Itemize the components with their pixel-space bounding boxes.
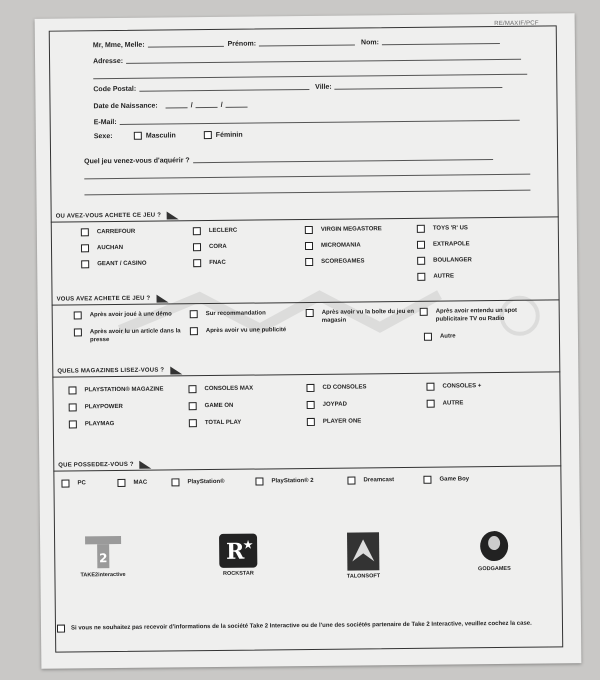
name-field[interactable] <box>382 43 500 45</box>
option-label: Autre <box>439 333 456 340</box>
checkbox[interactable] <box>193 227 201 235</box>
postal-label: Code Postal: <box>93 85 137 94</box>
checkbox[interactable] <box>81 228 89 236</box>
option-label: Après avoir entendu un spot publicitaire TV ou Radio <box>435 307 518 323</box>
option-recommandation[interactable] <box>190 309 302 318</box>
option-label: PLAYER ONE <box>322 418 362 425</box>
checkbox[interactable] <box>305 258 313 266</box>
checkbox[interactable] <box>417 257 425 265</box>
option-consoles-plus[interactable] <box>426 382 481 391</box>
checkbox[interactable] <box>193 243 201 251</box>
option-cd-consoles[interactable] <box>306 383 366 392</box>
option-label: Après avoir joué à une démo <box>89 311 172 319</box>
rockstar-label: ROCKSTAR <box>223 570 254 577</box>
option-label: AUCHAN <box>96 244 124 252</box>
option-scoregames[interactable] <box>305 257 364 266</box>
eagle-icon <box>346 531 380 571</box>
option-total-play[interactable] <box>189 419 242 428</box>
checkbox[interactable] <box>426 383 434 391</box>
option-label: Après avoir vu la boîte du jeu en magasin <box>321 308 415 324</box>
godgames-logo <box>476 530 512 572</box>
option-autre-reason[interactable] <box>424 332 456 340</box>
option-label: PC <box>77 480 86 487</box>
talonsoft-logo <box>346 531 381 579</box>
checkbox[interactable] <box>306 384 314 392</box>
checkbox[interactable] <box>190 327 198 335</box>
checkbox[interactable] <box>417 273 425 281</box>
svg-text:R: R <box>225 538 245 565</box>
civility-label: Mr, Mme, Melle: <box>92 41 145 50</box>
option-label: JOYPAD <box>322 401 347 408</box>
registration-card <box>35 13 582 669</box>
option-geant-casino[interactable] <box>81 260 146 269</box>
option-playpower[interactable] <box>69 403 123 412</box>
option-label: FNAC <box>209 259 226 267</box>
checkbox[interactable] <box>427 400 435 408</box>
sex-row <box>94 131 243 141</box>
civility-field[interactable] <box>148 46 224 48</box>
option-article[interactable] <box>74 327 186 344</box>
option-consoles-max[interactable] <box>188 385 253 394</box>
firstname-field[interactable] <box>259 44 355 46</box>
checkbox[interactable] <box>171 478 179 486</box>
svg-text:2: 2 <box>98 551 108 566</box>
option-autre-magazine[interactable] <box>427 399 464 407</box>
sex-male-checkbox[interactable] <box>134 132 142 140</box>
option-pc[interactable] <box>61 479 85 487</box>
email-label: E-Mail: <box>93 118 117 127</box>
option-label: Sur recommandation <box>205 310 266 318</box>
option-playstation-2[interactable] <box>255 477 313 486</box>
optout-checkbox[interactable] <box>57 625 65 633</box>
option-label: TOTAL PLAY <box>204 419 242 427</box>
option-game-boy[interactable] <box>423 475 469 483</box>
sex-female-label: Féminin <box>215 131 243 139</box>
birth-sep: / <box>220 101 223 109</box>
rockstar-icon <box>218 533 258 569</box>
option-micromania[interactable] <box>305 241 361 250</box>
checkbox[interactable] <box>307 418 315 426</box>
checkbox[interactable] <box>307 401 315 409</box>
option-label: VIRGIN MEGASTORE <box>320 226 382 233</box>
option-label: CORA <box>208 243 227 251</box>
checkbox[interactable] <box>81 244 89 252</box>
option-label: TOYS 'R' US <box>432 225 468 232</box>
option-label: MAC <box>133 479 148 486</box>
firstname-label: Prénom: <box>227 40 257 48</box>
option-virgin[interactable] <box>305 225 382 234</box>
checkbox[interactable] <box>61 480 69 488</box>
option-dreamcast[interactable] <box>347 476 394 484</box>
option-auchan[interactable] <box>81 244 123 252</box>
checkbox[interactable] <box>417 225 425 233</box>
option-player-one[interactable] <box>307 417 362 426</box>
option-game-on[interactable] <box>189 402 234 410</box>
option-ps-magazine[interactable] <box>68 386 163 395</box>
checkbox[interactable] <box>69 403 77 411</box>
option-label: PLAYMAG <box>84 421 115 428</box>
section-why-bought-title: VOUS AVEZ ACHETE CE JEU ? <box>56 295 151 303</box>
city-label: Ville: <box>315 83 332 91</box>
checkbox[interactable] <box>81 260 89 268</box>
rockstar-logo <box>218 533 258 577</box>
option-cora[interactable] <box>193 243 227 251</box>
option-label: Après avoir lu un article dans la presse <box>89 328 181 344</box>
checkbox[interactable] <box>189 402 197 410</box>
option-label: MICROMANIA <box>320 242 361 249</box>
checkbox[interactable] <box>117 479 125 487</box>
option-label: PLAYPOWER <box>84 403 123 411</box>
name-label: Nom: <box>360 39 379 47</box>
game-question: Quel jeu venez-vous d'aquérir ? <box>84 157 190 166</box>
option-boite[interactable] <box>306 308 416 325</box>
option-label: AUTRE <box>442 400 464 407</box>
option-label: CD CONSOLES <box>322 384 367 391</box>
option-fnac[interactable] <box>193 259 226 267</box>
checkbox[interactable] <box>255 477 263 485</box>
birth-month-field[interactable] <box>196 107 218 108</box>
godgames-label: GODGAMES <box>478 565 511 573</box>
option-label: CONSOLES + <box>442 383 482 390</box>
option-toysrus[interactable] <box>417 224 468 233</box>
checkbox[interactable] <box>74 328 82 336</box>
option-extrapole[interactable] <box>417 240 470 249</box>
section-owned-title: QUE POSSEDEZ-VOUS ? <box>58 461 134 469</box>
section-where-bought-title: OU AVEZ-VOUS ACHETE CE JEU ? <box>55 212 162 220</box>
option-label: BOULANGER <box>433 257 472 264</box>
option-label: Après avoir vu une publicité <box>205 327 287 335</box>
checkbox[interactable] <box>189 419 197 427</box>
checkbox[interactable] <box>347 477 355 485</box>
take2-icon <box>83 534 123 570</box>
option-playstation[interactable] <box>171 478 224 487</box>
godgames-icon <box>476 530 512 564</box>
option-label: PLAYSTATION® MAGAZINE <box>84 386 164 394</box>
form-code: RE/MAXIF/PCF <box>494 20 539 28</box>
address-label: Adresse: <box>93 57 124 66</box>
talonsoft-label: TALONSOFT <box>346 573 381 580</box>
option-label: EXTRAPOLE <box>432 241 470 248</box>
sex-female-checkbox[interactable] <box>204 131 212 139</box>
option-demo[interactable] <box>74 310 186 319</box>
option-carrefour[interactable] <box>81 228 135 237</box>
checkbox[interactable] <box>190 310 198 318</box>
option-label: SCOREGAMES <box>321 258 365 265</box>
sex-male-label: Masculin <box>145 131 176 140</box>
birth-day-field[interactable] <box>166 107 188 108</box>
option-label: CONSOLES MAX <box>204 385 254 393</box>
option-mac[interactable] <box>117 479 147 487</box>
birth-sep: / <box>190 102 193 110</box>
checkbox[interactable] <box>188 385 196 393</box>
option-publicite[interactable] <box>190 326 306 335</box>
option-label: LECLERC <box>208 227 238 235</box>
birth-year-field[interactable] <box>226 107 248 108</box>
option-playmag[interactable] <box>69 420 115 428</box>
checkbox[interactable] <box>305 242 313 250</box>
option-label: PlayStation® 2 <box>271 477 314 485</box>
option-leclerc[interactable] <box>193 227 237 235</box>
checkbox[interactable] <box>68 386 76 394</box>
option-autre-shop[interactable] <box>417 272 454 280</box>
checkbox[interactable] <box>306 309 314 317</box>
checkbox[interactable] <box>417 241 425 249</box>
checkbox[interactable] <box>423 476 431 484</box>
checkbox[interactable] <box>305 226 313 234</box>
option-label: Dreamcast <box>363 477 395 484</box>
checkbox[interactable] <box>193 259 201 267</box>
sex-label: Sexe: <box>93 132 113 140</box>
option-label: GEANT / CASINO <box>97 260 147 268</box>
birth-label: Date de Naissance: <box>93 102 158 111</box>
option-joypad[interactable] <box>307 401 347 409</box>
checkbox[interactable] <box>69 420 77 428</box>
checkbox[interactable] <box>424 333 432 341</box>
option-label: PlayStation® <box>187 478 225 486</box>
take2-label: TAKE2interactive <box>80 571 126 579</box>
option-label: AUTRE <box>433 273 455 280</box>
option-label: GAME ON <box>204 402 234 410</box>
footer-text: Si vous ne souhaitez pas recevoir d'informations de la société Take 2 Interactive ou de l'une des sociétés partenaire de Take 2 Interactive, veuillez cochez la case. <box>70 620 532 632</box>
checkbox[interactable] <box>74 311 82 319</box>
take2-logo <box>80 534 126 578</box>
option-label: Game Boy <box>439 476 470 483</box>
option-boulanger[interactable] <box>417 256 472 265</box>
option-spot-pub[interactable] <box>420 307 536 324</box>
option-label: CARREFOUR <box>96 228 136 236</box>
svg-text:★: ★ <box>242 537 254 552</box>
section-magazines-title: QUELS MAGAZINES LISEZ-VOUS ? <box>57 367 165 375</box>
checkbox[interactable] <box>420 308 428 316</box>
